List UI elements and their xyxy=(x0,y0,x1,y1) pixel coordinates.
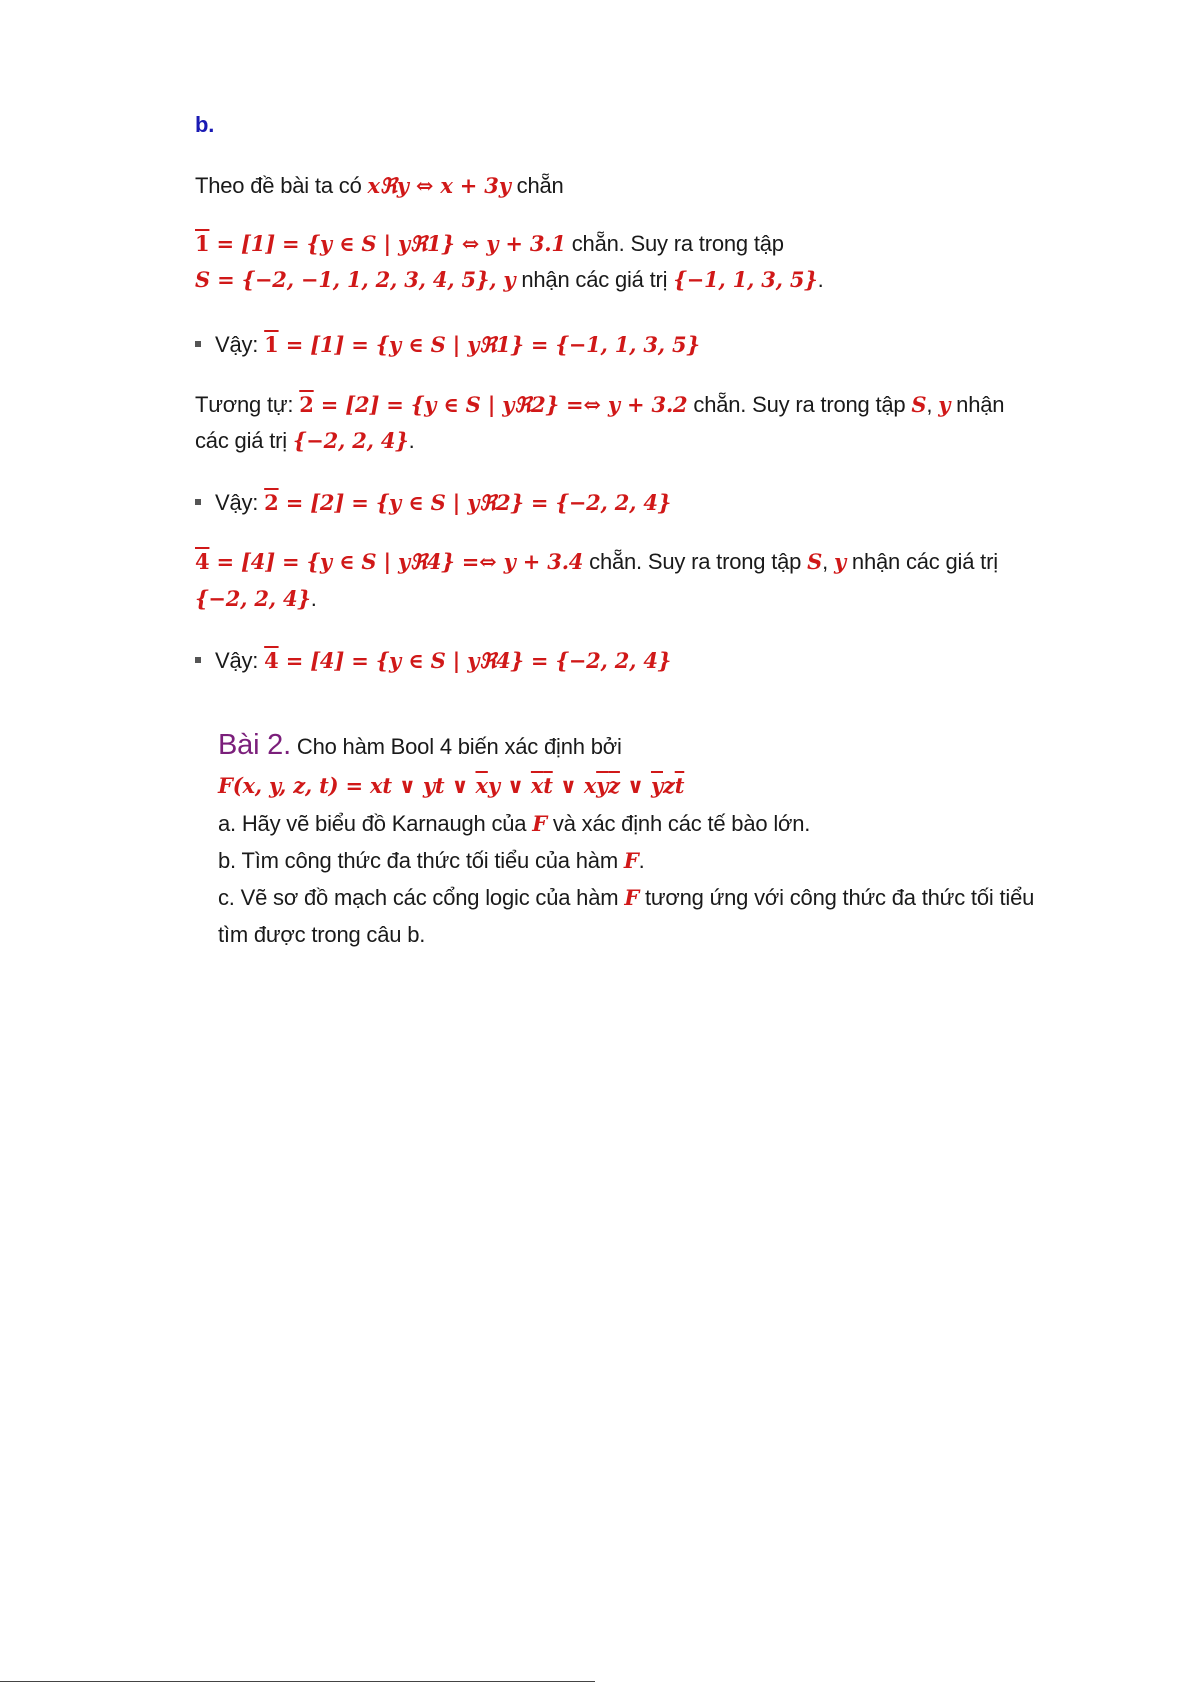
class4-conclusion-bar: 4 xyxy=(264,648,279,673)
class1-expr: = [1] = {y ∈ S | yℜ1} ⇔ y + 3.1 xyxy=(209,231,566,256)
class1-conclusion-expr: = [1] = {y ∈ S | yℜ1} = {−1, 1, 3, 5} xyxy=(278,332,700,357)
class1-text1: chẵn. Suy ra trong tập xyxy=(571,231,784,256)
even-word: chẵn xyxy=(516,173,564,198)
class1-conclusion xyxy=(195,330,700,360)
footer-rule xyxy=(0,1681,595,1682)
term3-y: y xyxy=(487,773,500,798)
or-sign: ∨ xyxy=(552,773,584,798)
conclusion-label: Vậy: xyxy=(215,490,259,515)
question-c xyxy=(218,883,1034,913)
class4-text2: nhận các giá trị xyxy=(851,549,998,574)
bai2-title: Bài 2. xyxy=(218,729,291,761)
class2-var-S: S xyxy=(911,392,927,417)
class2-conclusion xyxy=(195,488,671,518)
class2-definition xyxy=(195,390,1004,420)
term5-y-bar: $\overline{y}$ xyxy=(596,773,609,798)
class4-text1: chẵn. Suy ra trong tập xyxy=(589,549,802,574)
relation-intro xyxy=(195,171,564,201)
bullet-icon xyxy=(195,499,201,505)
bool-function xyxy=(218,771,684,801)
question-a xyxy=(218,809,810,839)
class1-values: {−1, 1, 3, 5} xyxy=(673,267,818,292)
class4-comma: , xyxy=(822,549,829,574)
qc-post: tương ứng với công thức đa thức tối tiểu xyxy=(644,885,1035,910)
class4-period: . xyxy=(310,586,317,611)
class4-values: {−2, 2, 4} xyxy=(195,586,311,611)
class2-values-line xyxy=(195,426,414,456)
class2-period: . xyxy=(408,428,415,453)
class4-expr: = [4] = {y ∈ S | yℜ4} =⇔ y + 3.4 xyxy=(209,549,584,574)
term5-z-bar: $\overline{z}$ xyxy=(608,773,620,798)
qb-pre: b. Tìm công thức đa thức tối tiểu của hàm xyxy=(218,848,618,873)
intro-text: Theo đề bài ta có xyxy=(195,173,362,198)
qc-pre: c. Vẽ sơ đồ mạch các cổng logic của hàm xyxy=(218,885,619,910)
class4-bar: 4 xyxy=(195,549,210,574)
term3-x-bar: $\overline{x}$ xyxy=(475,773,488,798)
class1-period: . xyxy=(817,267,824,292)
class2-comma: , xyxy=(926,392,933,417)
term5-x: x xyxy=(583,773,597,798)
class1-conclusion-bar: 1 xyxy=(264,332,279,357)
qb-var: F xyxy=(623,848,639,873)
class1-definition xyxy=(195,229,784,259)
set-S: S = {−2, −1, 1, 2, 3, 4, 5}, y xyxy=(195,267,516,292)
qa-var: F xyxy=(532,811,547,836)
class1-set-line xyxy=(195,265,824,295)
class1-text2: nhận các giá trị xyxy=(521,267,668,292)
term6-y-bar: $\overline{y}$ xyxy=(650,773,663,798)
class2-conclusion-bar: 2 xyxy=(264,490,279,515)
class4-definition xyxy=(195,547,998,577)
bullet-icon xyxy=(195,657,201,663)
relation-expr: xℜy ⇔ x + 3y xyxy=(367,173,511,198)
conclusion-label: Vậy: xyxy=(215,648,259,673)
or-sign: ∨ xyxy=(619,773,651,798)
conclusion-label: Vậy: xyxy=(215,332,259,357)
func-lhs: F(x, y, z, t) = xt ∨ yt ∨ xyxy=(218,773,476,798)
section-b-label: b. xyxy=(195,112,215,137)
term6-t-bar: $\overline{t}$ xyxy=(674,773,685,798)
bai2-heading xyxy=(218,727,622,765)
class4-conclusion-expr: = [4] = {y ∈ S | yℜ4} = {−2, 2, 4} xyxy=(278,648,672,673)
class4-conclusion xyxy=(195,646,671,676)
class2-text2: nhận xyxy=(956,392,1005,417)
bullet-icon xyxy=(195,341,201,347)
term6-z: z xyxy=(663,773,675,798)
qb-post: . xyxy=(638,848,645,873)
class2-prefix: Tương tự: xyxy=(195,392,294,417)
class2-values: {−2, 2, 4} xyxy=(292,428,409,453)
class2-var-y: y xyxy=(938,392,951,417)
term4-t-bar: $\overline{t}$ xyxy=(543,773,553,798)
question-c-line2: tìm được trong câu b. xyxy=(218,922,426,947)
class4-values-line xyxy=(195,584,317,614)
or-sign: ∨ xyxy=(499,773,531,798)
class4-var-y: y xyxy=(833,549,846,574)
class2-bar: 2 xyxy=(299,392,314,417)
qa-pre: a. Hãy vẽ biểu đồ Karnaugh của xyxy=(218,811,527,836)
class2-expr: = [2] = {y ∈ S | yℜ2} =⇔ y + 3.2 xyxy=(313,392,688,417)
class2-text1: chẵn. Suy ra trong tập xyxy=(693,392,906,417)
class4-var-S: S xyxy=(807,549,823,574)
term4-x-bar: $\overline{x}$ xyxy=(530,773,544,798)
qa-post: và xác định các tế bào lớn. xyxy=(552,811,811,836)
class1-bar: 1 xyxy=(195,231,210,256)
qc-var: F xyxy=(624,885,640,910)
class2-conclusion-expr: = [2] = {y ∈ S | yℜ2} = {−2, 2, 4} xyxy=(278,490,672,515)
class2-text3: các giá trị xyxy=(195,428,287,453)
question-b xyxy=(218,846,645,876)
bai2-intro: Cho hàm Bool 4 biến xác định bởi xyxy=(296,734,622,759)
